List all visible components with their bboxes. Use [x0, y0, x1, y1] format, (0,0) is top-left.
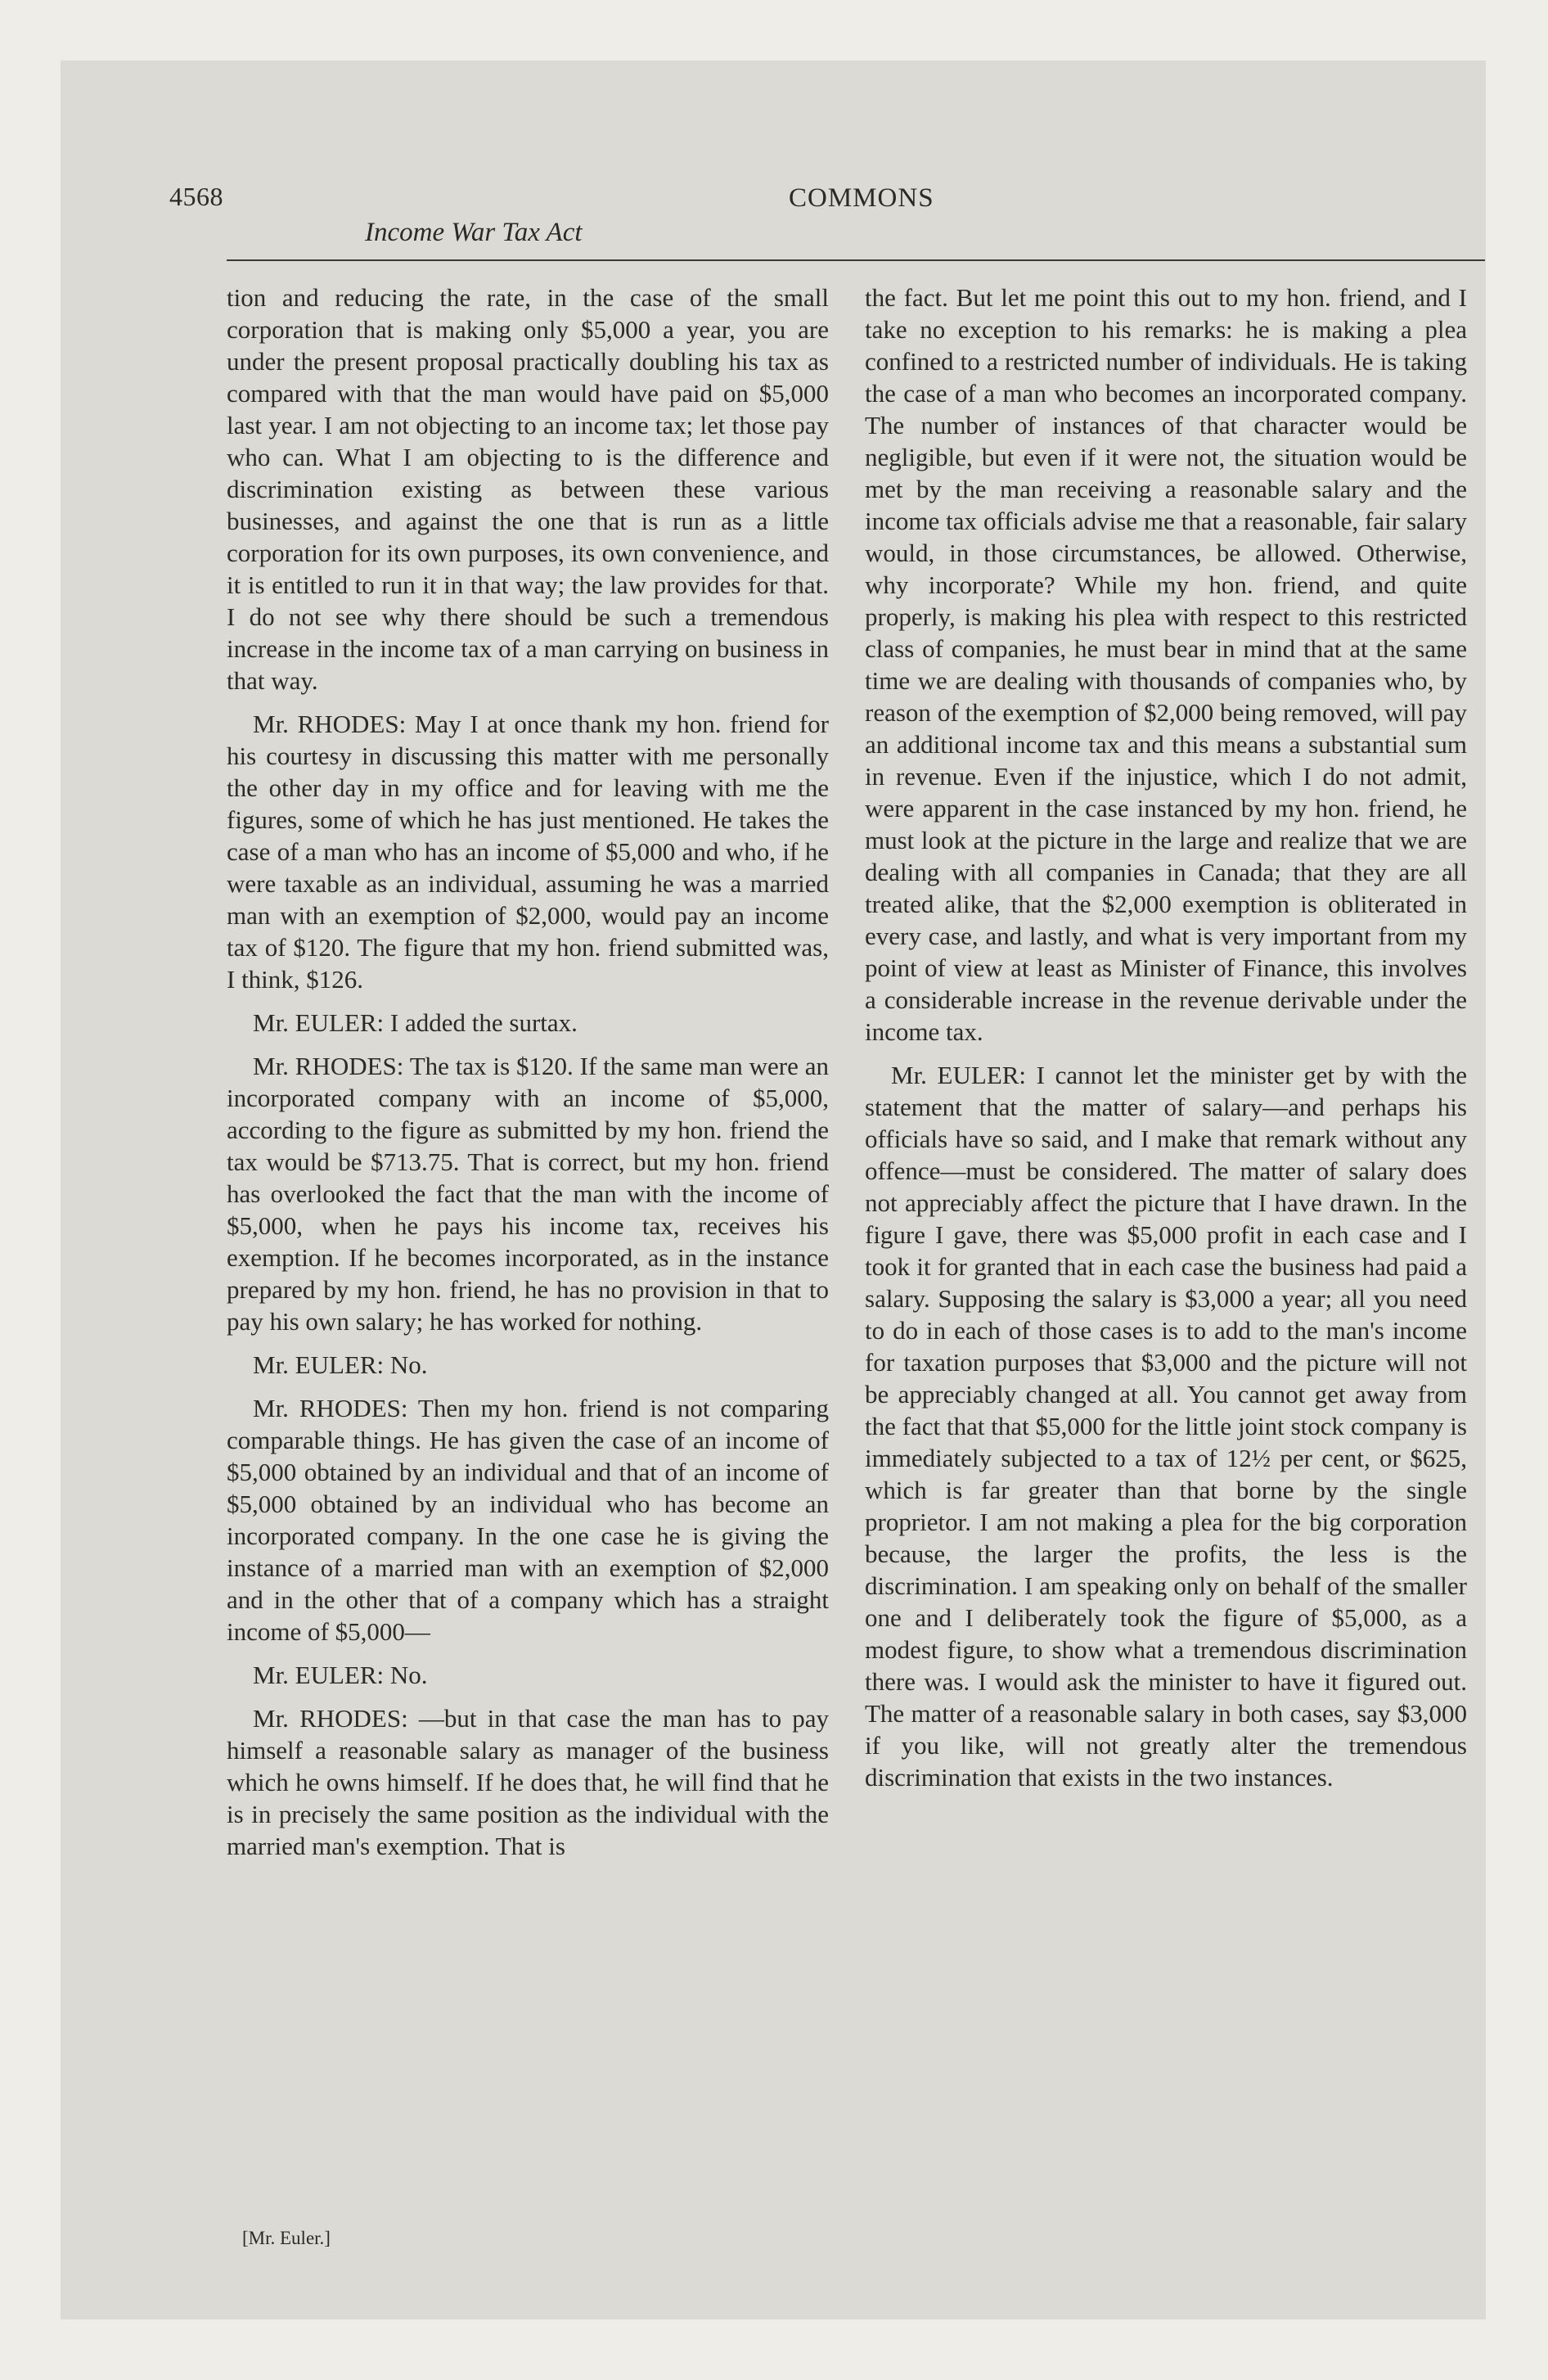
paragraph: Mr. RHODES: May I at once thank my hon. friend for his courtesy in discussing this matter with me personally the other day in my office and for leaving with me the figures, some of which he has just mentioned. He takes the case of a man who has an income of $5,000 and who, if he were taxable as an individual, assuming he was a married man with an exemption of $2,000, would pay an income tax of $120. The figure that my hon. friend submitted was, I think, $126.	[227, 710, 829, 994]
page-number: 4568	[169, 182, 223, 211]
section-title: COMMONS	[789, 183, 934, 213]
paragraph: Mr. RHODES: The tax is $120. If the same man were an incorporated company with an income of $5,000, according to the figure as submitted by my hon. friend the tax would be $713.75. That is correct, but my hon. friend has overlooked the fact that the man with the income of $5,000, when he pays his income tax, receives his exemption. If he becomes incorporated, as in the instance prepared by my hon. friend, he has no provision in that to pay his own salary; he has worked for nothing.	[227, 1052, 829, 1336]
header-rule	[227, 259, 1485, 261]
paragraph: Mr. EULER: No.	[253, 1661, 428, 1689]
right-column	[865, 282, 1467, 1805]
scanned-page	[61, 61, 1486, 2319]
paragraph: Mr. RHODES: Then my hon. friend is not comparing comparable things. He has given the case of an income of $5,000 obtained by an individual and that of an income of $5,000 obtained by an individual who has become an incorporated company. In the one case he is giving the instance of a married man with an exemption of $2,000 and in the other that of a company which has a straight income of $5,000—	[227, 1394, 829, 1646]
paragraph: Mr. EULER: I cannot let the minister get by with the statement that the matter of salary—and perhaps his officials have so said, and I make that remark without any offence—must be considered. The matter of salary does not appreciably affect the picture that I have drawn. In the figure I gave, there was $5,000 profit in each case and I took it for granted that in each case the business had paid a salary. Supposing the salary is $3,000 a year; all you need to do in each of those cases is to add to the man's income for taxation purposes that $3,000 and the picture will not be appreciably changed at all. You cannot get away from the fact that that $5,000 for the little joint stock company is immediately subjected to a tax of 12½ per cent, or $625, which is far greater than that borne by the single proprietor. I am not making a plea for the big corporation because, the larger the profits, the less is the discrimination. I am speaking only on behalf of the smaller one and I deliberately took the figure of $5,000, as a modest figure, to show what a tremendous discrimination there was. I would ask the minister to have it figured out. The matter of a reasonable salary in both cases, say $3,000 if you like, will not greatly alter the tremendous discrimination that exists in the two instances.	[865, 1061, 1467, 1792]
paragraph: the fact. But let me point this out to my hon. friend, and I take no exception to his remarks: he is making a plea confined to a restricted number of individuals. He is taking the case of a man who becomes an incorporated company. The number of instances of that character would be negligible, but even if it were not, the situation would be met by the man receiving a reasonable salary and the income tax officials advise me that a reasonable, fair salary would, in those circumstances, be allowed. Otherwise, why incorporate? While my hon. friend, and quite properly, is making his plea with respect to this restricted class of companies, he must bear in mind that at the same time we are dealing with thousands of companies who, by reason of the exemption of $2,000 being removed, will pay an additional income tax and this means a substantial sum in revenue. Even if the injustice, which I do not admit, were apparent in the case instanced by my hon. friend, he must look at the picture in the large and realize that we are dealing with all companies in Canada; that they are all treated alike, that the $2,000 exemption is obliterated in every case, and lastly, and what is very important from my point of view at least as Minister of Finance, this involves a considerable increase in the revenue derivable under the income tax.	[865, 283, 1467, 1046]
speaker-footer: [Mr. Euler.]	[242, 2228, 331, 2248]
paragraph: Mr. EULER: I added the surtax.	[253, 1008, 578, 1037]
left-column	[227, 282, 829, 1873]
paragraph: Mr. RHODES: —but in that case the man has to pay himself a reasonable salary as manager of the business which he owns himself. If he does that, he will find that he is in precisely the same position as the individual with the married man's exemption. That is	[227, 1704, 829, 1860]
running-title: Income War Tax Act	[365, 218, 583, 247]
paragraph: tion and reducing the rate, in the case of the small corporation that is making only $5,000 a year, you are under the present proposal practically doubling his tax as compared with that the man would have paid on $5,000 last year. I am not objecting to an income tax; let those pay who can. What I am objecting to is the difference and discrimination existing as between these various businesses, and against the one that is run as a little corporation for its own purposes, its own convenience, and it is entitled to run it in that way; the law provides for that. I do not see why there should be such a tremendous increase in the income tax of a man carrying on business in that way.	[227, 283, 829, 695]
page-content	[61, 61, 1486, 2319]
paragraph: Mr. EULER: No.	[253, 1350, 428, 1379]
